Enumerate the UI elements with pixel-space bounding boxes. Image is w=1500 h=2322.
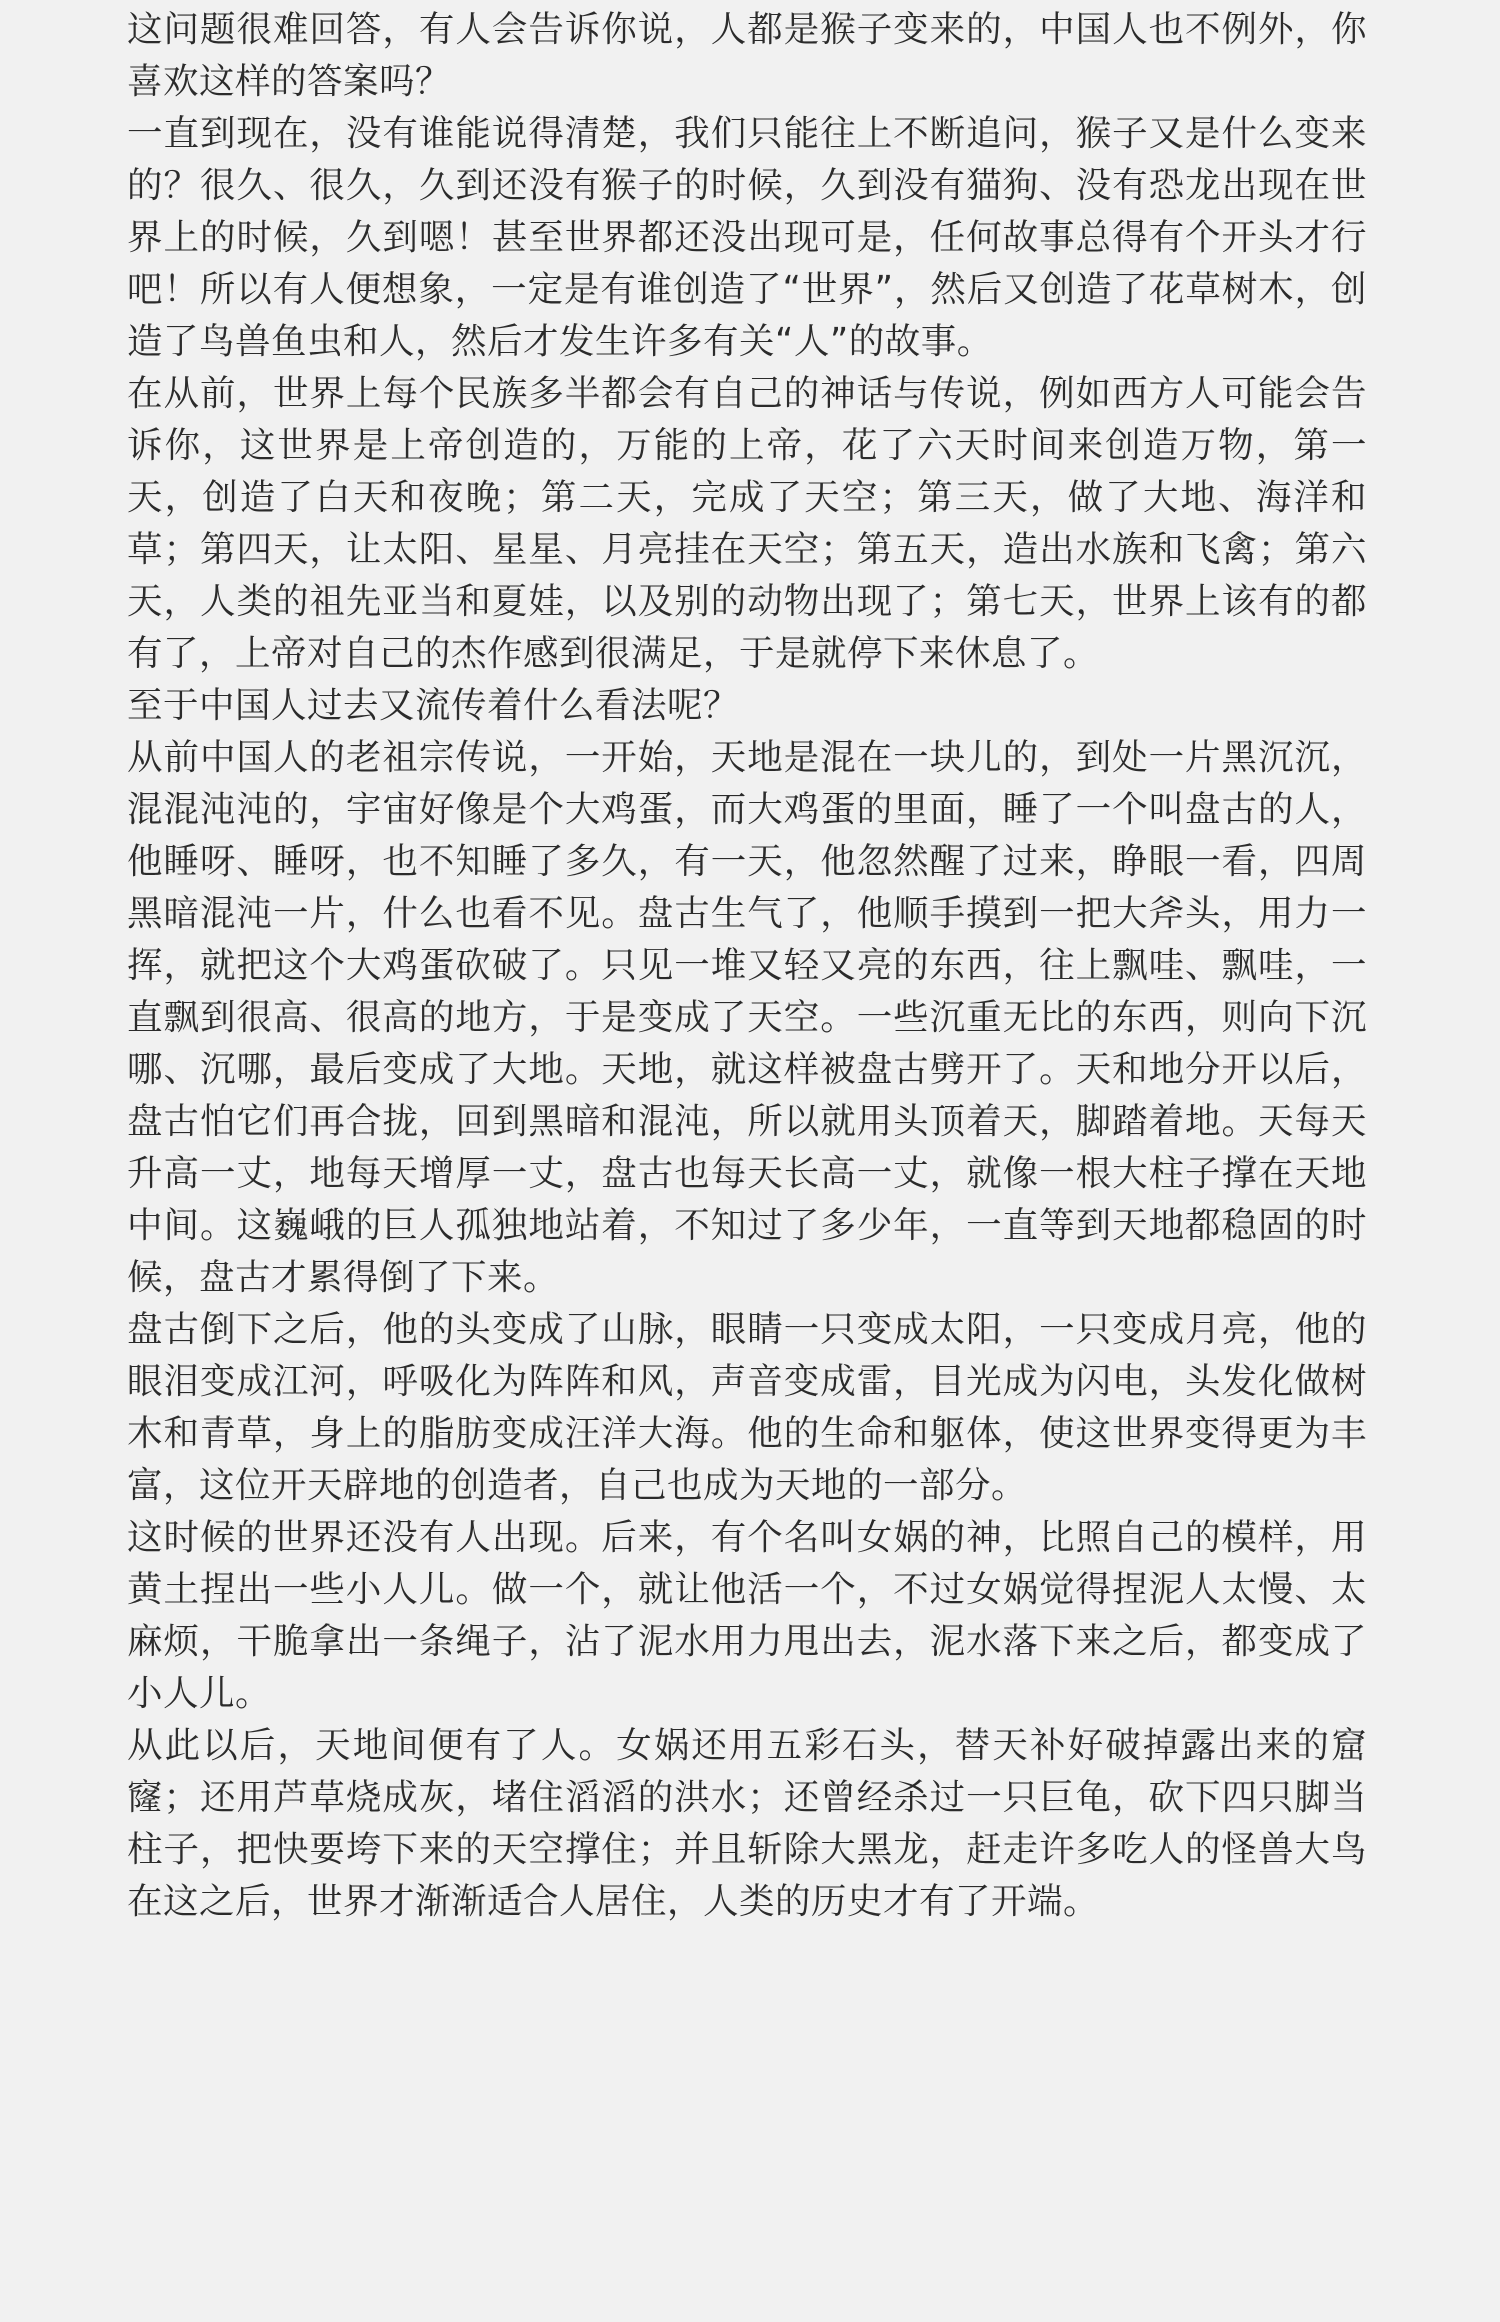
paragraph-3: 一直到现在，没有谁能说得清楚，我们只能往上不断追问，猴子又是什么变来的？很久、很久，久到还没有猴子的时候，久到没有猫狗、没有恐龙出现在世界上的时候，久到嗯！甚至世界都还没出现可是，任何故事总得有个开头才行吧！所以有人便想象，一定是有谁创造了“世界”，然后又创造了花草树木，创造了鸟兽鱼虫和人，然后才发生许多有关“人”的故事。 <box>127 113 1367 362</box>
article-body <box>127 0 1367 1928</box>
paragraph-8: 这时候的世界还没有人出现。后来，有个名叫女娲的神，比照自己的模样，用黄土捏出一些小人儿。做一个，就让他活一个，不过女娲觉得捏泥人太慢、太麻烦，干脆拿出一条绳子，沾了泥水用力甩出去，泥水落下来之后，都变成了小人儿。 <box>127 1517 1367 1714</box>
paragraph-2: 这问题很难回答，有人会告诉你说，人都是猴子变来的，中国人也不例外，你喜欢这样的答案吗？ <box>127 9 1367 102</box>
paragraph-5: 至于中国人过去又流传着什么看法呢？ <box>127 685 740 726</box>
paragraph-6: 从前中国人的老祖宗传说，一开始，天地是混在一块儿的，到处一片黑沉沉，混混沌沌的，宇宙好像是个大鸡蛋，而大鸡蛋的里面，睡了一个叫盘古的人，他睡呀、睡呀，也不知睡了多久，有一天，他忽然醒了过来，睁眼一看，四周黑暗混沌一片，什么也看不见。盘古生气了，他顺手摸到一把大斧头，用力一挥，就把这个大鸡蛋砍破了。只见一堆又轻又亮的东西，往上飘哇、飘哇，一直飘到很高、很高的地方，于是变成了天空。一些沉重无比的东西，则向下沉哪、沉哪，最后变成了大地。天地，就这样被盘古劈开了。天和地分开以后，盘古怕它们再合拢，回到黑暗和混沌，所以就用头顶着天，脚踏着地。天每天升高一丈，地每天增厚一丈，盘古也每天长高一丈，就像一根大柱子撑在天地中间。这巍峨的巨人孤独地站着，不知过了多少年，一直等到天地都稳固的时候，盘古才累得倒了下来。 <box>127 737 1367 1298</box>
paragraph-9: 从此以后，天地间便有了人。女娲还用五彩石头，替天补好破掉露出来的窟窿；还用芦草烧成灰，堵住滔滔的洪水；还曾经杀过一只巨龟，砍下四只脚当柱子，把快要垮下来的天空撑住；并且斩除大黑龙，赶走许多吃人的怪兽大鸟在这之后，世界才渐渐适合人居住，人类的历史才有了开端。 <box>127 1725 1367 1922</box>
paragraph-7: 盘古倒下之后，他的头变成了山脉，眼睛一只变成太阳，一只变成月亮，他的眼泪变成江河，呼吸化为阵阵和风，声音变成雷，目光成为闪电，头发化做树木和青草，身上的脂肪变成汪洋大海。他的生命和躯体，使这世界变得更为丰富，这位开天辟地的创造者，自己也成为天地的一部分。 <box>127 1309 1367 1506</box>
paragraph-4: 在从前，世界上每个民族多半都会有自己的神话与传说，例如西方人可能会告诉你，这世界是上帝创造的，万能的上帝，花了六天时间来创造万物，第一天，创造了白天和夜晚；第二天，完成了天空；第三天，做了大地、海洋和草；第四天，让太阳、星星、月亮挂在天空；第五天，造出水族和飞禽；第六天，人类的祖先亚当和夏娃，以及别的动物出现了；第七天，世界上该有的都有了，上帝对自己的杰作感到很满足，于是就停下来休息了。 <box>127 373 1367 674</box>
